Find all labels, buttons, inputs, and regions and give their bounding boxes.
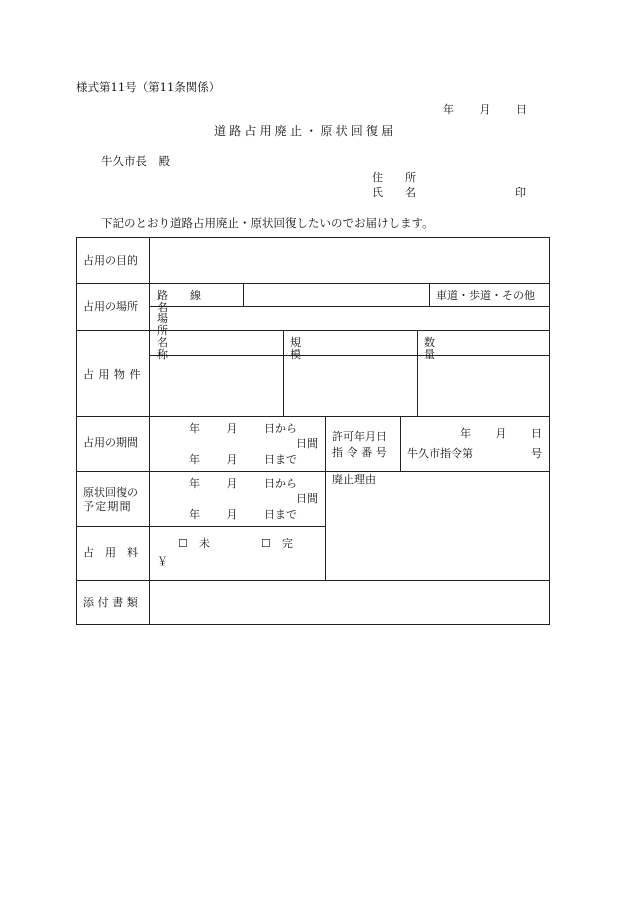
- form-title: 道路占用廃止・原状回復届: [214, 124, 397, 138]
- name-label: 氏 名: [372, 186, 416, 199]
- row-divider: [77, 471, 549, 472]
- objects-label: 占用物件: [83, 368, 145, 381]
- col-scale-header: 規模: [290, 336, 399, 361]
- fee-label: 占用料: [83, 546, 149, 559]
- column-divider: [429, 283, 430, 306]
- row-divider: [77, 416, 549, 417]
- permit-number-label: 指令番号: [332, 446, 391, 459]
- col-quantity-header: 数量: [424, 336, 533, 361]
- restore-to: 年 月 日まで: [189, 508, 297, 521]
- row-divider: [77, 580, 549, 581]
- restore-days: 日間: [296, 492, 318, 505]
- address-label: 住 所: [372, 171, 416, 184]
- period-label: 占用の期間: [83, 436, 138, 449]
- place-label: 占用の場所: [83, 300, 138, 313]
- period-from: 年 月 日から: [189, 422, 297, 435]
- column-divider: [400, 416, 401, 471]
- form-table: [76, 237, 550, 625]
- row-divider: [77, 526, 325, 527]
- route-name-label: 路線名: [157, 289, 223, 314]
- date-day: 日: [516, 103, 527, 116]
- location-label: 場所: [157, 312, 228, 337]
- restore-label-line1: 原状回復の: [83, 486, 138, 499]
- column-divider: [325, 416, 326, 580]
- period-to: 年 月 日まで: [189, 453, 297, 466]
- form-number: 様式第11号（第11条関係）: [76, 80, 221, 94]
- addressee: 牛久市長 殿: [101, 154, 170, 168]
- permit-date-label: 許可年月日: [332, 430, 387, 443]
- fee-unpaid-checkbox[interactable]: ☐ 未: [178, 537, 210, 550]
- restore-label-line2: 予定期間: [83, 500, 132, 513]
- fee-paid-checkbox[interactable]: ☐ 完: [261, 537, 293, 550]
- date-year: 年: [443, 103, 454, 116]
- seal-mark: 印: [515, 186, 526, 199]
- date-month: 月: [479, 103, 491, 116]
- road-type: 車道・歩道・その他: [436, 289, 535, 302]
- abolish-reason-label: 廃止理由: [332, 473, 376, 486]
- date-line: [443, 104, 527, 115]
- purpose-label: 占用の目的: [83, 254, 138, 267]
- period-days: 日間: [296, 437, 318, 450]
- column-divider: [417, 330, 418, 416]
- row-divider: [77, 283, 549, 284]
- column-divider: [149, 238, 150, 624]
- column-divider: [243, 283, 244, 306]
- column-divider: [283, 330, 284, 416]
- col-name-header: 名称: [157, 336, 266, 361]
- yen-sign: ￥: [157, 555, 168, 568]
- permit-number-value: 牛久市指令第 号: [407, 447, 542, 460]
- row-divider: [77, 330, 549, 331]
- attachments-label: 添付書類: [83, 596, 142, 609]
- intro-text: 下記のとおり道路占用廃止・原状回復したいのでお届けします。: [101, 216, 434, 230]
- permit-date-value: 年 月 日: [460, 427, 542, 440]
- restore-from: 年 月 日から: [189, 477, 297, 490]
